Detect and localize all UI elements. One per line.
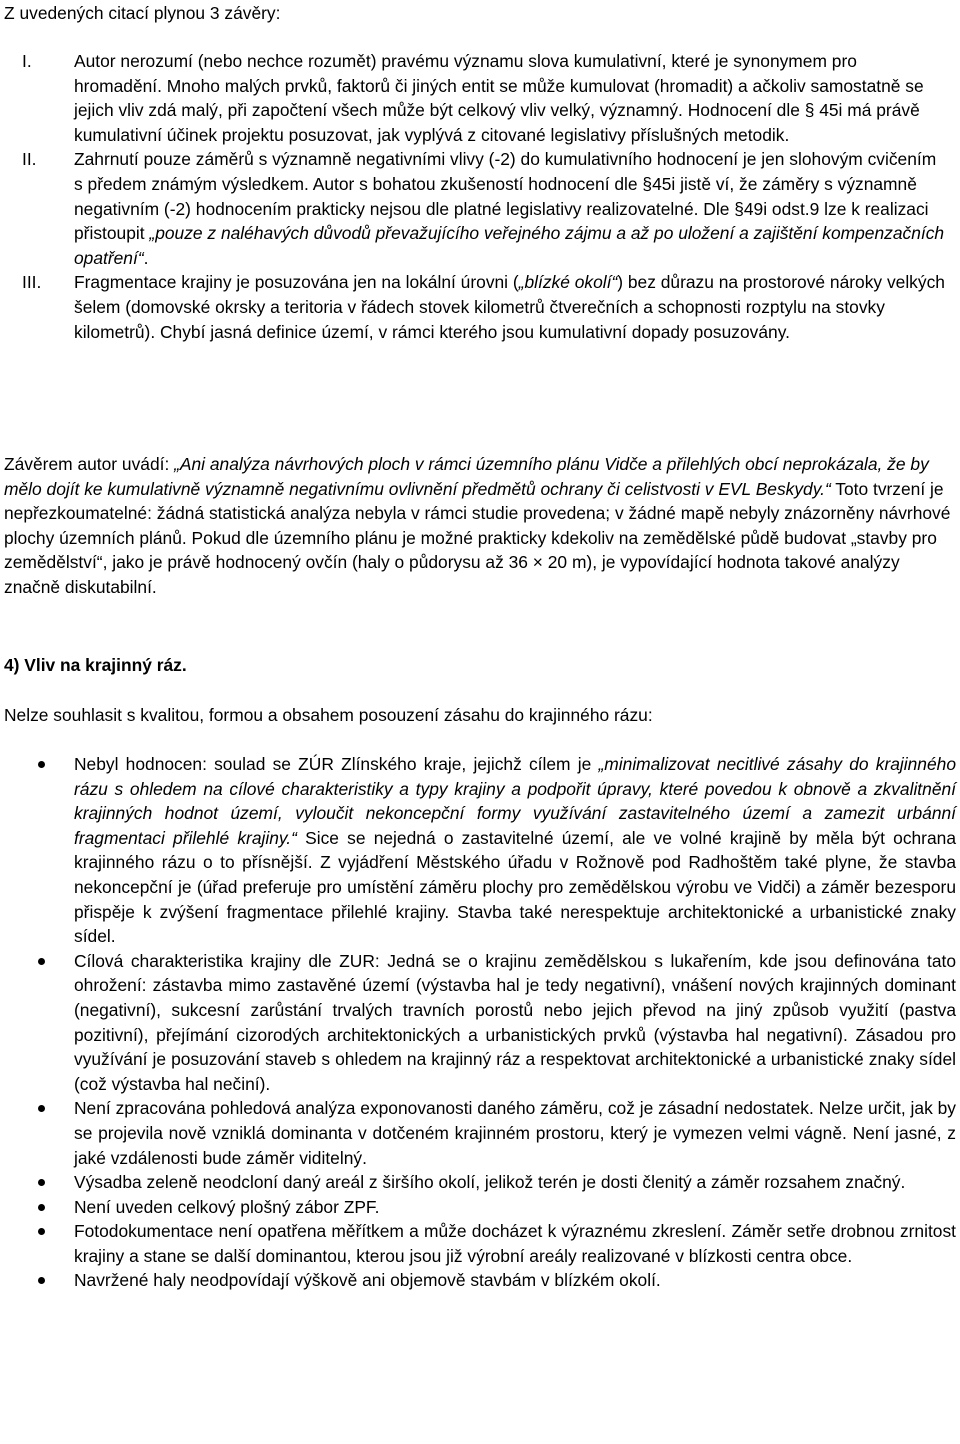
conclusion-item xyxy=(0,49,952,147)
bullet-text xyxy=(74,1170,960,1195)
bullet-dot-icon xyxy=(0,752,74,949)
conclusions-list xyxy=(0,49,952,344)
text-run: Nebyl hodnocen: soulad se ZÚR Zlínského kraje, jejichž cílem je xyxy=(74,754,599,774)
conclusion-item xyxy=(0,147,952,270)
bullet-text xyxy=(74,1268,960,1293)
bullet-dot-icon xyxy=(0,1219,74,1268)
bullet-text xyxy=(74,949,960,1097)
bullet-item xyxy=(0,1268,960,1293)
text-run: Není uveden celkový plošný zábor ZPF. xyxy=(74,1196,380,1217)
bullet-text xyxy=(74,1195,960,1220)
conclusion-number: I. xyxy=(22,51,32,71)
bullet-item xyxy=(0,1170,960,1195)
bullet-item xyxy=(0,1219,960,1268)
text-run: Cílová charakteristika krajiny dle ZUR: Jedná se o krajinu zemědělskou s lukařením, kde jsou definována tato ohrožení: zástavba mimo zastavěné území (výstavba hal je tedy negativní), vnášení nových krajinných dominant (negativní), sukcesní zarůstání trvalých travních porostů nebo jejich převod na jiný způsob využití (pastva pozitivní), přejímání cizorodých architektonických a urbanistických prvků (výstavba hal negativní). Zásadou pro využívání je posuzování staveb s ohledem na krajinný ráz a respektovat architektonické a urbanistické znaky sídel (což výstavba hal nečiní). xyxy=(74,950,956,1094)
bullet-dot-icon xyxy=(0,949,74,1097)
text-run: Toto tvrzení je nepřezkoumatelné: žádná statistická analýza nebyla v rámci studie provedena; v žádné mapě nebyly znázorněny návrhové plochy územních plánů. Pokud dle územního plánu je možné prakticky kdekoliv na zemědělské půdě budovat „stavby pro zemědělství“, jako je právě hodnocený ovčín (haly o půdorysu až 36 × 20 m), je vypovídající hodnota takové analýzy značně diskutabilní. xyxy=(4,478,951,597)
conclusion-item xyxy=(0,270,952,344)
bullet-dot-icon xyxy=(0,1170,74,1195)
text-run: Navržené haly neodpovídají výškově ani objemově stavbám v blízkém okolí. xyxy=(74,1270,661,1291)
findings-list xyxy=(0,752,960,1293)
bullet-item xyxy=(0,949,960,1097)
conclusion-number: II. xyxy=(22,149,37,170)
closing-paragraph xyxy=(4,452,956,600)
bullet-dot-icon xyxy=(0,1268,74,1293)
bullet-item xyxy=(0,752,960,949)
bullet-item xyxy=(0,1096,960,1170)
conclusion-text xyxy=(74,49,952,147)
section-heading: 4) Vliv na krajinný ráz. xyxy=(4,655,187,675)
bullet-text xyxy=(74,752,960,949)
conclusion-text xyxy=(74,270,952,344)
quoted-text: „Ani analýza návrhových ploch v rámci územního plánu Vidče a přilehlých obcí neprokázala, že by mělo dojít ke kumulativně významně negativnímu ovlivnění předmětů ochrany či celistvosti v EVL Beskydy.“ xyxy=(4,454,929,499)
intro-line: Z uvedených citací plynou 3 závěry: xyxy=(4,3,281,23)
text-run: ) bez důrazu na prostorové nároky velkých šelem (domovské okrsky a teritoria v řádech stovek kilometrů čtverečních a schopnosti rozptylu na stovky kilometrů). Chybí jasná definice území, v rámci kterého jsou kumulativní dopady posuzovány. xyxy=(74,272,945,342)
text-run: Závěrem autor uvádí: xyxy=(4,454,175,474)
text-run: Výsadba zeleně neodcloní daný areál z širšího okolí, jelikož terén je dosti členitý a záměr rozsahem značný. xyxy=(74,1172,906,1193)
bullet-text xyxy=(74,1096,960,1170)
bullet-dot-icon xyxy=(0,1195,74,1220)
quoted-text: „blízké okolí“ xyxy=(518,272,618,293)
conclusion-number: III. xyxy=(22,272,42,293)
text-run: Fragmentace krajiny je posuzována jen na lokální úrovni ( xyxy=(74,272,519,293)
text-run: Zahrnutí pouze záměrů s významně negativními vlivy (-2) do kumulativního hodnocení je jen slohovým cvičením s předem známým výsledkem. Autor s bohatou zkušeností hodnocení dle §45i jistě ví, že záměry s významně negativním (-2) hodnocením prakticky nejsou dle platné legislativy realizovatelné. Dle §49i odst.9 lze k realizaci přistoupit xyxy=(74,149,937,244)
text-run: Sice se nejedná o zastavitelné území, ale ve volné krajině by měla být ochrana krajinného rázu o to přísnější. Z vyjádření Městského úřadu v Rožnově pod Radhoštěm také plyne, že stavba nekoncepční je (úřad preferuje pro umístění záměru plochy pro zemědělskou výrobu ve Vidči) a záměr bezesporu přispěje k zvýšení fragmentace přilehlé krajiny. Stavba také nerespektuje architektonické a urbanistické znaky sídel. xyxy=(74,827,956,947)
bullet-dot-icon xyxy=(0,1096,74,1170)
quoted-text: „pouze z naléhavých důvodů převažujícího veřejného zájmu a až po uložení a zajištění kompenzačních opatření“ xyxy=(74,223,945,268)
section-intro: Nelze souhlasit s kvalitou, formou a obsahem posouzení zásahu do krajinného rázu: xyxy=(4,705,653,725)
quoted-text: „minimalizovat necitlivé zásahy do krajinného rázu s ohledem na cílové charakteristiky a typy krajiny a podpořit úpravy, které povedou k obnově a zkvalitnění krajinných hodnot území, vyloučit nekoncepční formy využívání zastavitelného území a zamezit urbánní fragmentaci přilehlé krajiny.“ xyxy=(74,754,956,848)
text-run: Autor nerozumí (nebo nechce rozumět) pravému významu slova kumulativní, které je synonymem pro hromadění. Mnoho malých prvků, faktorů či jiných entit se může kumulovat (hromadit) a ačkoliv samostatně se jejich vliv zdá malý, při započtení všech může být celkový vliv velký, významný. Hodnocení dle § 45i má právě kumulativní účinek projektu posuzovat, jak vyplývá z citované legislativy příslušných metodik. xyxy=(74,51,924,145)
bullet-text xyxy=(74,1219,960,1268)
conclusion-text xyxy=(74,147,952,270)
text-run: . xyxy=(143,247,149,268)
text-run: Fotodokumentace není opatřena měřítkem a může docházet k výraznému zkreslení. Záměr setře drobnou zrnitost krajiny a stane se další dominantou, kterou jsou již výrobní areály realizované v blízkosti centra obce. xyxy=(74,1221,956,1266)
bullet-item xyxy=(0,1195,960,1220)
text-run: Není zpracována pohledová analýza exponovanosti daného záměru, což je zásadní nedostatek. Nelze určit, jak by se projevila nově vzniklá dominanta v dotčeném krajinném prostoru, který je vymezen velmi vágně. Není jasné, z jaké vzdálenosti bude záměr viditelný. xyxy=(74,1098,956,1168)
